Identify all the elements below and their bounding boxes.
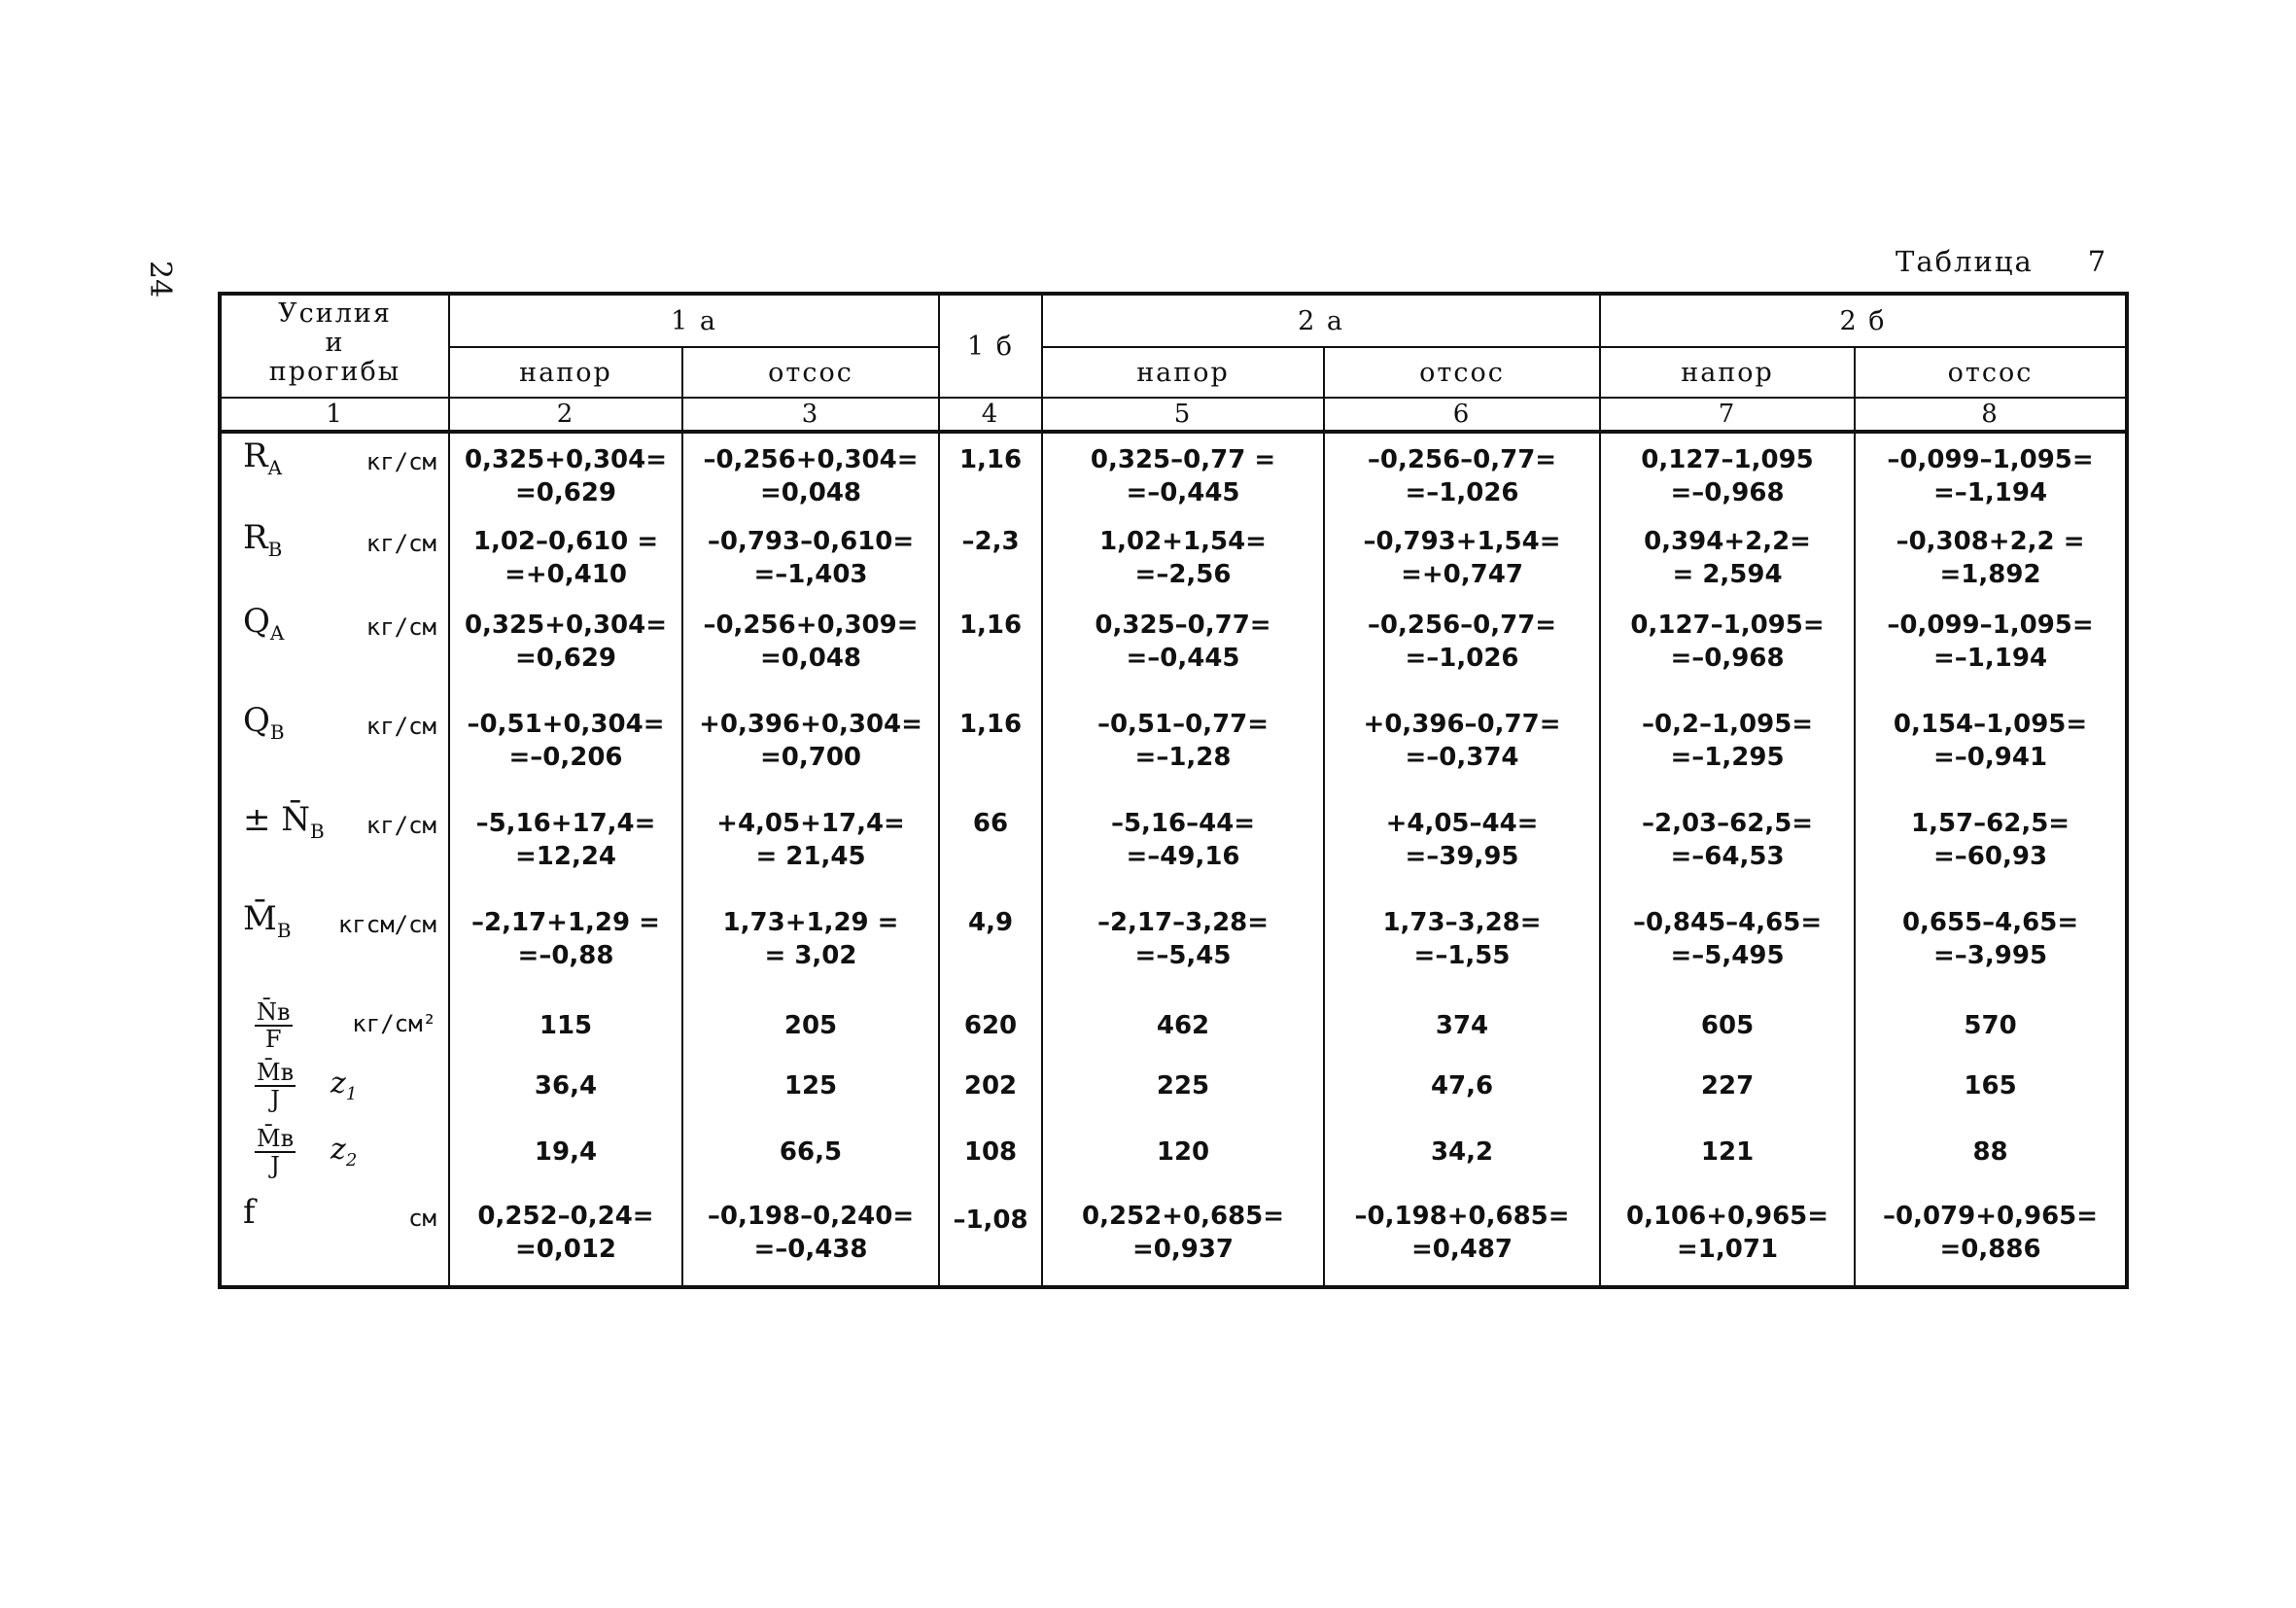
table-cell [682, 599, 939, 698]
header-suction-2b: отсос [1855, 347, 2127, 398]
table-row [220, 432, 2127, 515]
cell-value-line: 66 [972, 809, 1009, 838]
cell-value-line: =–1,026 [1405, 478, 1519, 507]
cell-value-line: = 3,02 [764, 941, 857, 970]
cell-value-line: =–0,968 [1670, 644, 1785, 673]
row-symbol: $M̄_B$ [243, 899, 292, 942]
row-fraction: N̄в F [257, 998, 291, 1053]
table-cell [1042, 1122, 1324, 1190]
cell-value-line: =–1,194 [1933, 644, 2048, 673]
cell-value-line: = 2,594 [1672, 560, 1783, 589]
table-cell [1600, 698, 1855, 797]
table-cell [1855, 1056, 2127, 1122]
cell-value-line: 620 [963, 1011, 1018, 1040]
row-label [220, 896, 449, 996]
table-cell [449, 599, 682, 698]
cell-value-line: =12,24 [514, 842, 617, 871]
table-cell [1042, 1190, 1324, 1287]
table-cell [682, 1190, 939, 1287]
caption-number: 7 [2087, 245, 2108, 278]
cell-value-line: =–0,445 [1126, 644, 1240, 673]
row-label [220, 1122, 449, 1190]
cell-value-line: =0,629 [514, 644, 617, 673]
table-cell [449, 896, 682, 996]
cell-value-line: –0,793–0,610= [707, 527, 915, 556]
column-number: 6 [1324, 398, 1600, 432]
table-cell [939, 698, 1042, 797]
column-number: 3 [682, 398, 939, 432]
table-cell [682, 1122, 939, 1190]
cell-value-line: =–0,374 [1405, 743, 1519, 772]
cell-value-line: =–0,206 [508, 743, 623, 772]
cell-value-line: =–5,495 [1670, 941, 1785, 970]
cell-value-line: –2,3 [961, 527, 1020, 556]
cell-value-line: –0,099–1,095= [1887, 445, 2094, 474]
cell-value-line: +0,396–0,77= [1363, 710, 1561, 739]
cell-value-line: =–5,45 [1134, 941, 1232, 970]
column-number: 4 [939, 398, 1042, 432]
table-row [220, 1056, 2127, 1122]
row-symbol: $Q_B$ [243, 701, 285, 744]
cell-value-line: =–60,93 [1933, 842, 2048, 871]
table-caption [1896, 245, 2107, 278]
cell-value-line: 0,252–0,24= [477, 1202, 654, 1231]
table-row [220, 996, 2127, 1056]
cell-value-line: =0,886 [1939, 1235, 2041, 1264]
cell-value-line: 19,4 [534, 1137, 598, 1167]
table-cell [1855, 515, 2127, 599]
table-cell [1042, 515, 1324, 599]
table-cell [1324, 698, 1600, 797]
table-cell [1600, 896, 1855, 996]
header-pressure-2a: напор [1042, 347, 1324, 398]
caption-word: Таблица [1896, 245, 2034, 278]
cell-value-line: =–1,403 [753, 560, 868, 589]
cell-value-line: –0,308+2,2 = [1896, 527, 2085, 556]
row-unit: кг/см [365, 613, 436, 641]
table-row [220, 797, 2127, 896]
cell-value-line: 225 [1156, 1071, 1210, 1101]
cell-value-line: =–1,026 [1405, 644, 1519, 673]
cell-value-line: 0,394+2,2= [1644, 527, 1811, 556]
cell-value-line: =–0,941 [1933, 743, 2048, 772]
cell-value-line: 34,2 [1430, 1137, 1494, 1167]
cell-value-line: 0,252+0,685= [1081, 1202, 1285, 1231]
table-cell [939, 1056, 1042, 1122]
row-fraction: M̄в J [257, 1125, 295, 1179]
cell-value-line: –0,256–0,77= [1367, 445, 1557, 474]
row-fraction: M̄в J [257, 1059, 295, 1113]
table-cell [939, 599, 1042, 698]
cell-value-line: 1,02+1,54= [1099, 527, 1267, 556]
table-cell [1600, 797, 1855, 896]
row-label [220, 797, 449, 896]
cell-value-line: 1,16 [958, 445, 1023, 474]
cell-value-line: 570 [1964, 1011, 2017, 1040]
cell-value-line: =0,048 [759, 644, 862, 673]
cell-value-line: 462 [1156, 1011, 1210, 1040]
table-row [220, 896, 2127, 996]
row-symbol: $R_A$ [243, 437, 283, 479]
cell-value-line: 0,325–0,77= [1095, 611, 1271, 640]
cell-value-line: –0,2–1,095= [1641, 710, 1814, 739]
table-cell [1855, 797, 2127, 896]
cell-value-line: =0,937 [1132, 1235, 1235, 1264]
row-label [220, 432, 449, 515]
cell-value-line: 125 [783, 1071, 838, 1101]
table-cell [682, 896, 939, 996]
row-label [220, 1056, 449, 1122]
table-cell [1324, 1190, 1600, 1287]
cell-value-line: =–0,88 [517, 941, 614, 970]
table-cell [1042, 599, 1324, 698]
cell-value-line: =–1,295 [1670, 743, 1785, 772]
cell-value-line: –5,16+17,4= [475, 809, 656, 838]
table-cell [1042, 1056, 1324, 1122]
cell-value-line: –0,198+0,685= [1354, 1202, 1570, 1231]
table-cell [1324, 432, 1600, 515]
header-pressure-2b: напор [1600, 347, 1855, 398]
table-cell [449, 797, 682, 896]
table-cell [1042, 698, 1324, 797]
cell-value-line: 1,57–62,5= [1910, 809, 2070, 838]
cell-value-line: 227 [1700, 1071, 1755, 1101]
cell-value-line: –0,198–0,240= [707, 1202, 915, 1231]
table-cell [1855, 896, 2127, 996]
table-cell [682, 797, 939, 896]
cell-value-line: =–2,56 [1134, 560, 1232, 589]
table-cell [939, 1190, 1042, 1287]
table-cell [1324, 515, 1600, 599]
table-cell [1042, 432, 1324, 515]
row-label [220, 1190, 449, 1287]
cell-value-line: =0,487 [1411, 1235, 1513, 1264]
table-cell [449, 1056, 682, 1122]
cell-value-line: –0,793+1,54= [1363, 527, 1561, 556]
cell-value-line: =–1,55 [1413, 941, 1511, 970]
cell-value-line: –0,51–0,77= [1096, 710, 1270, 739]
table-cell [1324, 996, 1600, 1056]
cell-value-line: =+0,410 [504, 560, 627, 589]
row-unit: см [408, 1205, 436, 1232]
cell-value-line: 605 [1700, 1011, 1755, 1040]
table-cell [449, 432, 682, 515]
table-cell [449, 996, 682, 1056]
cell-value-line: 202 [963, 1071, 1018, 1101]
data-table [218, 292, 2129, 1289]
cell-value-line: = 21,45 [755, 842, 866, 871]
cell-value-line: 108 [963, 1137, 1018, 1167]
cell-value-line: –0,079+0,965= [1883, 1202, 2099, 1231]
cell-value-line: 0,106+0,965= [1626, 1202, 1829, 1231]
row-symbol: ± $N̄_B$ [243, 800, 325, 843]
header-group-1b: 1 б [939, 294, 1042, 398]
table-cell [1042, 896, 1324, 996]
cell-value-line: 165 [1964, 1071, 2017, 1101]
cell-value-line: 4,9 [967, 908, 1014, 937]
cell-value-line: –0,256+0,309= [703, 611, 919, 640]
header-group-1a: 1 а [449, 294, 939, 347]
cell-value-line: =1,071 [1677, 1235, 1779, 1264]
cell-value-line: 36,4 [534, 1071, 598, 1101]
table-cell [682, 698, 939, 797]
table-cell [1855, 1122, 2127, 1190]
table-cell [682, 1056, 939, 1122]
table-cell [1855, 698, 2127, 797]
cell-value-line: =–1,194 [1933, 478, 2048, 507]
row-label [220, 698, 449, 797]
table-row [220, 515, 2127, 599]
cell-value-line: –0,51+0,304= [467, 710, 665, 739]
table-cell [1324, 896, 1600, 996]
table-cell [1855, 1190, 2127, 1287]
header-group-2a: 2 а [1042, 294, 1600, 347]
table-cell [1600, 515, 1855, 599]
cell-value-line: =+0,747 [1401, 560, 1523, 589]
table-cell [939, 515, 1042, 599]
table-cell [682, 432, 939, 515]
page-number: 24 [143, 261, 177, 298]
cell-value-line: =0,048 [759, 478, 862, 507]
cell-value-line: +0,396+0,304= [699, 710, 922, 739]
table-cell [449, 1190, 682, 1287]
column-number: 7 [1600, 398, 1855, 432]
cell-value-line: =–3,995 [1933, 941, 2048, 970]
cell-value-line: 205 [783, 1011, 838, 1040]
table-cell [939, 896, 1042, 996]
cell-value-line: –2,17+1,29 = [471, 908, 660, 937]
row-label [220, 599, 449, 698]
header-suction-1a: отсос [682, 347, 939, 398]
table-cell [1855, 996, 2127, 1056]
cell-value-line: =–64,53 [1670, 842, 1785, 871]
row-label [220, 996, 449, 1056]
cell-value-line: 0,325+0,304= [464, 611, 668, 640]
table-cell [1600, 432, 1855, 515]
column-number: 5 [1042, 398, 1324, 432]
cell-value-line: 0,154–1,095= [1893, 710, 2088, 739]
row-unit: кгсм/см [337, 911, 436, 938]
cell-value-line: =–39,95 [1405, 842, 1519, 871]
row-unit: кг/см [365, 448, 436, 475]
cell-value-line: 88 [1972, 1137, 2008, 1167]
cell-value-line: 115 [539, 1011, 593, 1040]
cell-value-line: 1,73–3,28= [1382, 908, 1542, 937]
cell-value-line: 1,16 [958, 710, 1023, 739]
cell-value-line: –0,845–4,65= [1632, 908, 1823, 937]
table-row [220, 1122, 2127, 1190]
row-label [220, 515, 449, 599]
row-symbol: $Q_A$ [243, 602, 285, 645]
cell-value-line: =0,012 [514, 1235, 617, 1264]
table-cell [682, 515, 939, 599]
row-coordinate: $z_1$ [330, 1066, 358, 1104]
cell-value-line: 1,02–0,610 = [472, 527, 659, 556]
cell-value-line: –1,08 [953, 1206, 1028, 1235]
row-symbol: $R_B$ [243, 518, 283, 561]
cell-value-line: +4,05+17,4= [716, 809, 905, 838]
table-cell [1324, 1056, 1600, 1122]
row-coordinate: $z_2$ [330, 1133, 358, 1171]
cell-value-line: –2,17–3,28= [1096, 908, 1270, 937]
header-suction-2a: отсос [1324, 347, 1600, 398]
cell-value-line: 0,127–1,095 [1641, 445, 1814, 474]
cell-value-line: –2,03–62,5= [1641, 809, 1814, 838]
table-cell [939, 797, 1042, 896]
cell-value-line: 121 [1700, 1137, 1755, 1167]
header-efforts-and-deflections: Усилия и прогибы [220, 294, 449, 398]
table-cell [449, 1122, 682, 1190]
table-cell [682, 996, 939, 1056]
table-cell [449, 698, 682, 797]
cell-value-line: =–49,16 [1126, 842, 1240, 871]
cell-value-line: =0,700 [759, 743, 862, 772]
column-number: 2 [449, 398, 682, 432]
cell-value-line: =–0,968 [1670, 478, 1785, 507]
table-row [220, 599, 2127, 698]
table-cell [1324, 797, 1600, 896]
cell-value-line: 0,325–0,77 = [1090, 445, 1276, 474]
table-cell [939, 432, 1042, 515]
table-cell [1855, 599, 2127, 698]
table-cell [939, 996, 1042, 1056]
cell-value-line: 120 [1156, 1137, 1210, 1167]
cell-value-line: =–0,438 [753, 1235, 868, 1264]
table-row [220, 698, 2127, 797]
table-cell [1600, 1190, 1855, 1287]
row-symbol: f [243, 1193, 256, 1232]
table-cell [1600, 1122, 1855, 1190]
cell-value-line: 0,127–1,095= [1630, 611, 1825, 640]
table-cell [1600, 1056, 1855, 1122]
cell-value-line: –5,16–44= [1110, 809, 1256, 838]
column-number-row [220, 398, 2127, 432]
row-unit: кг/см [365, 812, 436, 839]
table-cell [1324, 1122, 1600, 1190]
cell-value-line: 374 [1435, 1011, 1489, 1040]
cell-value-line: –0,099–1,095= [1887, 611, 2094, 640]
cell-value-line: 1,73+1,29 = [722, 908, 899, 937]
table-cell [1324, 599, 1600, 698]
table-cell [449, 515, 682, 599]
row-unit: кг/см [365, 530, 436, 557]
cell-value-line: –0,256–0,77= [1367, 611, 1557, 640]
cell-value-line: 47,6 [1430, 1071, 1494, 1101]
header-group-2b: 2 б [1600, 294, 2127, 347]
cell-value-line: =–1,28 [1134, 743, 1232, 772]
cell-value-line: 66,5 [779, 1137, 843, 1167]
cell-value-line: +4,05–44= [1385, 809, 1539, 838]
table-cell [939, 1122, 1042, 1190]
table-cell [1600, 996, 1855, 1056]
cell-value-line: =1,892 [1939, 560, 2041, 589]
cell-value-line: 0,655–4,65= [1901, 908, 2079, 937]
table-cell [1600, 599, 1855, 698]
cell-value-line: –0,256+0,304= [703, 445, 919, 474]
cell-value-line: =0,629 [514, 478, 617, 507]
table-row [220, 1190, 2127, 1287]
header-pressure-1a: напор [449, 347, 682, 398]
row-unit: кг/см² [352, 1010, 436, 1037]
row-unit: кг/см [365, 713, 436, 740]
cell-value-line: 1,16 [958, 611, 1023, 640]
table-cell [1042, 996, 1324, 1056]
cell-value-line: 0,325+0,304= [464, 445, 668, 474]
cell-value-line: =–0,445 [1126, 478, 1240, 507]
table-cell [1042, 797, 1324, 896]
table-cell [1855, 432, 2127, 515]
column-number: 8 [1855, 398, 2127, 432]
column-number: 1 [220, 398, 449, 432]
